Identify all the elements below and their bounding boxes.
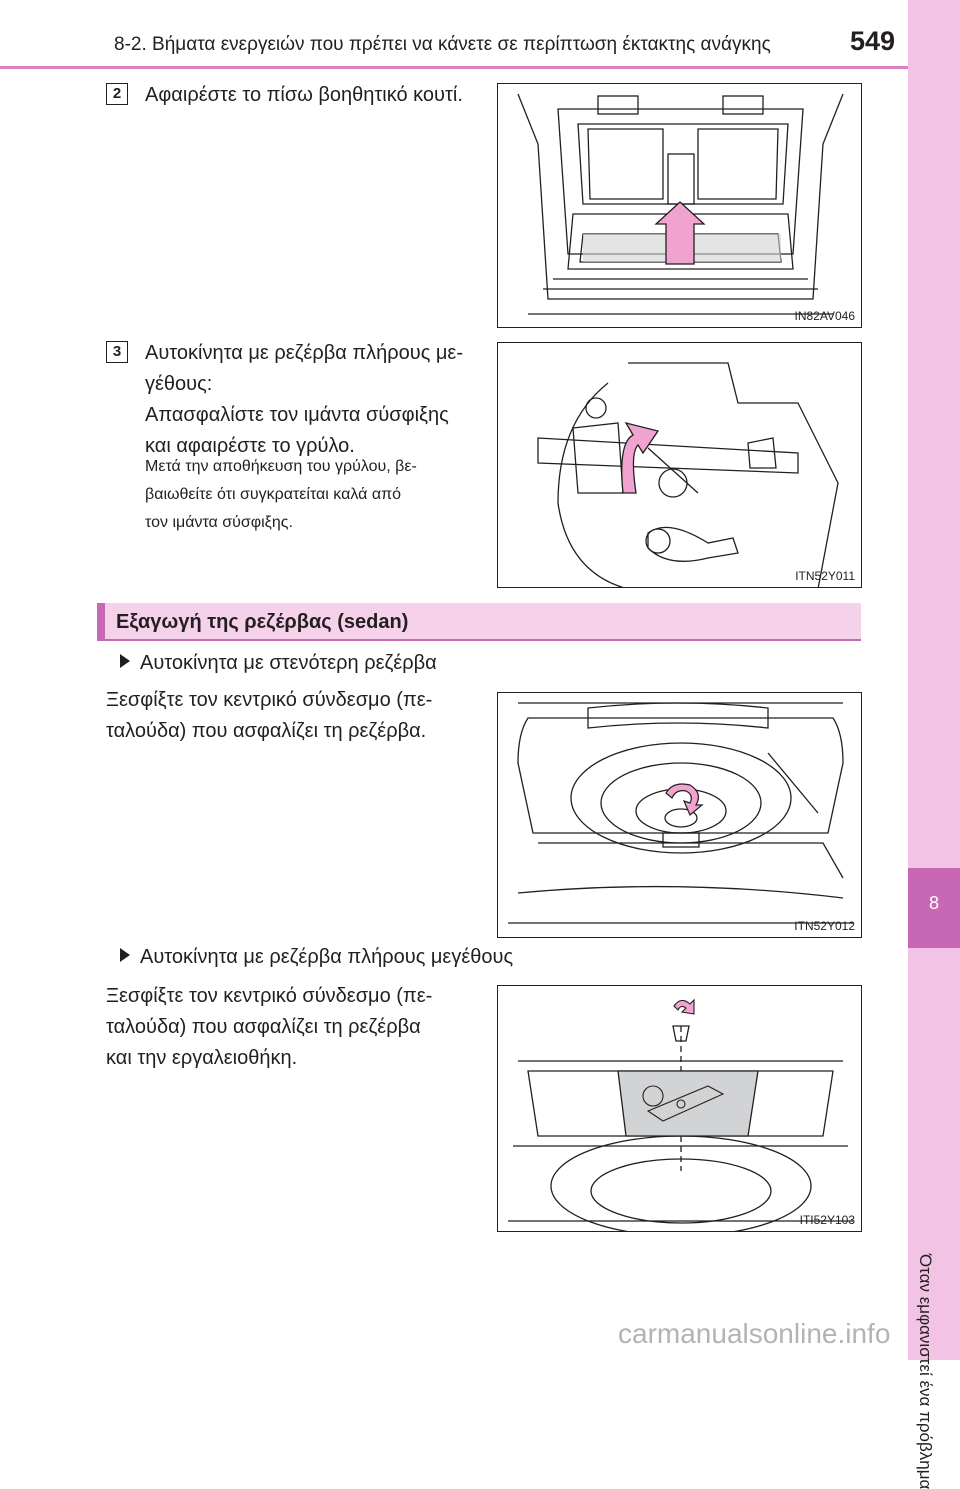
watermark: carmanualsonline.info	[618, 1318, 891, 1349]
sedan-trunk-full-spare	[498, 986, 862, 1232]
step-3-text-line-3: Απασφαλίστε τον ιμάντα σύσφιξης	[145, 404, 449, 426]
subsection-1-text-line-1: Ξεσφίξτε τον κεντρικό σύνδεσμο (πε-	[106, 689, 433, 711]
bullet-text: Αυτοκίνητα με ρεζέρβα πλήρους μεγέθους	[140, 946, 514, 968]
step-3-note-line-1: Μετά την αποθήκευση του γρύλου, βε-	[145, 458, 417, 475]
step-3-text-line-4: και αφαιρέστε το γρύλο.	[145, 435, 355, 457]
bullet-full-size-spare	[120, 946, 513, 969]
step-3-note-line-3: τον ιμάντα σύσφιξης.	[145, 514, 293, 531]
figure-code: ITN52Y012	[794, 919, 855, 933]
subsection-1-text-line-2: ταλούδα) που ασφαλίζει τη ρεζέρβα.	[106, 720, 427, 742]
chapter-number: 8	[928, 893, 939, 913]
step-2-text: Αφαιρέστε το πίσω βοηθητικό κουτί.	[145, 84, 463, 106]
chapter-title: Όταν εμφανιστεί ένα πρόβλημα	[916, 1254, 935, 1489]
page-number: 549	[850, 26, 896, 56]
sedan-trunk-narrow-spare	[498, 693, 862, 938]
step-3-text-line-2: γέθους:	[145, 373, 213, 395]
section-header-rule	[97, 639, 861, 641]
step-3-note-line-2: βαιωθείτε ότι συγκρατείται καλά από	[145, 486, 401, 503]
figure-code: ITN52Y011	[795, 569, 855, 583]
step-number-2: 2	[106, 83, 128, 105]
figure-narrow-spare	[497, 692, 862, 938]
triangle-bullet-icon	[120, 948, 130, 962]
figure-full-size-spare	[497, 985, 862, 1232]
subsection-2-text-line-3: και την εργαλειοθήκη.	[106, 1047, 298, 1069]
figure-code: IN82AV046	[794, 309, 855, 323]
subsection-2-text-line-2: ταλούδα) που ασφαλίζει τη ρεζέρβα	[106, 1016, 421, 1038]
figure-rear-deck-box	[497, 83, 862, 328]
bullet-narrow-spare	[120, 652, 437, 675]
header-rule	[0, 66, 908, 69]
rear-cargo-illustration	[498, 84, 862, 328]
chapter-side-tab	[908, 0, 960, 1360]
bullet-text: Αυτοκίνητα με στενότερη ρεζέρβα	[140, 652, 437, 674]
section-title: Εξαγωγή της ρεζέρβας (sedan)	[116, 611, 409, 633]
running-header: 8-2. Βήματα ενεργειών που πρέπει να κάνετε σε περίπτωση έκτακτης ανάγκης	[114, 34, 771, 55]
step-number-3: 3	[106, 341, 128, 363]
step-3-text-line-1: Αυτοκίνητα με ρεζέρβα πλήρους με-	[145, 342, 463, 364]
triangle-bullet-icon	[120, 654, 130, 668]
figure-code: ITI52Y103	[799, 1213, 855, 1227]
figure-jack-removal	[497, 342, 862, 588]
subsection-2-text-line-1: Ξεσφίξτε τον κεντρικό σύνδεσμο (πε-	[106, 985, 433, 1007]
jack-illustration	[498, 343, 862, 588]
